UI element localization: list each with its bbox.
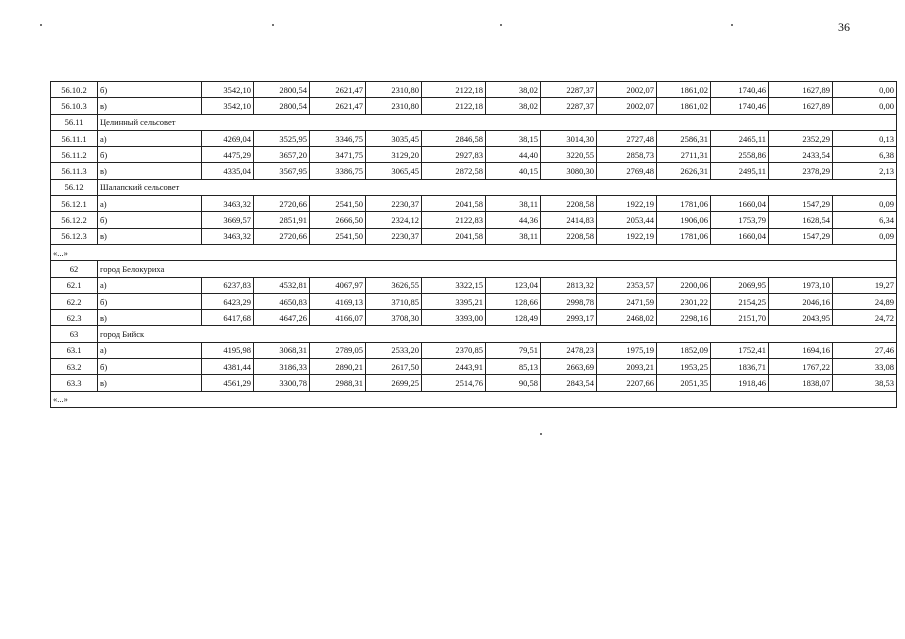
- table-cell-value: 38,02: [486, 82, 541, 98]
- table-cell-value: 3710,85: [366, 293, 422, 309]
- section-title: Шалапский сельсовет: [98, 179, 897, 195]
- table-cell-value: 2043,95: [769, 310, 833, 326]
- table-cell-value: 38,11: [486, 196, 541, 212]
- table-cell-value: 4650,83: [254, 293, 310, 309]
- omission-row: [51, 244, 897, 260]
- table-cell-value: 2122,18: [422, 82, 486, 98]
- row-code: 56.12.3: [51, 228, 98, 244]
- table-cell-value: 1660,04: [711, 228, 769, 244]
- table-row: [51, 163, 897, 179]
- table-row: [51, 228, 897, 244]
- table-cell-value: 1694,16: [769, 342, 833, 358]
- row-variant: в): [98, 163, 202, 179]
- table-row: [51, 359, 897, 375]
- table-cell-value: 2352,29: [769, 130, 833, 146]
- table-cell-value: 2769,48: [597, 163, 657, 179]
- table-cell-value: 19,27: [833, 277, 897, 293]
- row-variant: а): [98, 130, 202, 146]
- table-cell-value: 2800,54: [254, 98, 310, 114]
- table-cell-value: 4335,04: [202, 163, 254, 179]
- table-cell-value: 2617,50: [366, 359, 422, 375]
- table-cell-value: 1753,79: [711, 212, 769, 228]
- table-cell-value: 1628,54: [769, 212, 833, 228]
- table-cell-value: 2154,25: [711, 293, 769, 309]
- section-code: 56.12: [51, 179, 98, 195]
- table-cell-value: 1838,07: [769, 375, 833, 391]
- table-cell-value: 2813,32: [541, 277, 597, 293]
- table-cell-value: 1906,06: [657, 212, 711, 228]
- table-cell-value: 2666,50: [310, 212, 366, 228]
- table-cell-value: 2151,70: [711, 310, 769, 326]
- section-code: 62: [51, 261, 98, 277]
- row-code: 62.1: [51, 277, 98, 293]
- table-cell-value: 2122,83: [422, 212, 486, 228]
- scan-speck: [40, 24, 42, 26]
- table-cell-value: 128,66: [486, 293, 541, 309]
- table-cell-value: 44,36: [486, 212, 541, 228]
- table-cell-value: 2353,57: [597, 277, 657, 293]
- section-title: город Белокуриха: [98, 261, 897, 277]
- row-code: 56.11.3: [51, 163, 98, 179]
- table-cell-value: 1852,09: [657, 342, 711, 358]
- table-cell-value: 1740,46: [711, 82, 769, 98]
- table-cell-value: 2287,37: [541, 98, 597, 114]
- section-row: [51, 261, 897, 277]
- table-cell-value: 2858,73: [597, 147, 657, 163]
- table-cell-value: 2988,31: [310, 375, 366, 391]
- table-cell-value: 1922,19: [597, 228, 657, 244]
- table-row: [51, 342, 897, 358]
- table-cell-value: 3463,32: [202, 196, 254, 212]
- table-cell-value: 2002,07: [597, 98, 657, 114]
- table-cell-value: 3035,45: [366, 130, 422, 146]
- row-variant: в): [98, 375, 202, 391]
- table-cell-value: 3386,75: [310, 163, 366, 179]
- table-cell-value: 128,49: [486, 310, 541, 326]
- table-cell-value: 2541,50: [310, 196, 366, 212]
- table-row: [51, 98, 897, 114]
- table-row: [51, 147, 897, 163]
- row-variant: б): [98, 212, 202, 228]
- scan-speck: [272, 24, 274, 26]
- table-cell-value: 3471,75: [310, 147, 366, 163]
- table-row: [51, 375, 897, 391]
- table-cell-value: 6423,29: [202, 293, 254, 309]
- table-cell-value: 3657,20: [254, 147, 310, 163]
- table-cell-value: 2041,58: [422, 228, 486, 244]
- page-number: 36: [838, 20, 850, 34]
- table-cell-value: 38,15: [486, 130, 541, 146]
- table-cell-value: 3220,55: [541, 147, 597, 163]
- table-cell-value: 2890,21: [310, 359, 366, 375]
- row-code: 63.2: [51, 359, 98, 375]
- section-code: 63: [51, 326, 98, 342]
- table-cell-value: 3525,95: [254, 130, 310, 146]
- table-cell-value: 1752,41: [711, 342, 769, 358]
- table-cell-value: 2208,58: [541, 196, 597, 212]
- table-cell-value: 85,13: [486, 359, 541, 375]
- row-code: 56.10.2: [51, 82, 98, 98]
- table-cell-value: 33,08: [833, 359, 897, 375]
- row-variant: в): [98, 310, 202, 326]
- table-cell-value: 1767,22: [769, 359, 833, 375]
- table-cell-value: 2851,91: [254, 212, 310, 228]
- tariff-table: [50, 81, 897, 408]
- table-cell-value: 2230,37: [366, 196, 422, 212]
- table-cell-value: 2298,16: [657, 310, 711, 326]
- row-code: 56.11.1: [51, 130, 98, 146]
- table-cell-value: 2998,78: [541, 293, 597, 309]
- table-cell-value: 0,09: [833, 228, 897, 244]
- table-cell-value: 2208,58: [541, 228, 597, 244]
- table-cell-value: 2443,91: [422, 359, 486, 375]
- table-cell-value: 2514,76: [422, 375, 486, 391]
- row-variant: а): [98, 277, 202, 293]
- table-cell-value: 2711,31: [657, 147, 711, 163]
- table-cell-value: 3395,21: [422, 293, 486, 309]
- table-cell-value: 2621,47: [310, 98, 366, 114]
- table-cell-value: 2310,80: [366, 98, 422, 114]
- section-code: 56.11: [51, 114, 98, 130]
- section-title: город Бийск: [98, 326, 897, 342]
- table-cell-value: 2558,86: [711, 147, 769, 163]
- table-cell-value: 2495,11: [711, 163, 769, 179]
- row-code: 62.2: [51, 293, 98, 309]
- table-cell-value: 2378,29: [769, 163, 833, 179]
- table-cell-value: 40,15: [486, 163, 541, 179]
- table-row: [51, 196, 897, 212]
- table-row: [51, 82, 897, 98]
- table-cell-value: 2310,80: [366, 82, 422, 98]
- table-cell-value: 2433,54: [769, 147, 833, 163]
- table-body: [51, 82, 897, 408]
- table-cell-value: 0,00: [833, 98, 897, 114]
- row-code: 62.3: [51, 310, 98, 326]
- section-row: [51, 179, 897, 195]
- table-cell-value: 0,09: [833, 196, 897, 212]
- table-cell-value: 2720,66: [254, 228, 310, 244]
- table-row: [51, 277, 897, 293]
- table-cell-value: 3129,20: [366, 147, 422, 163]
- table-cell-value: 2621,47: [310, 82, 366, 98]
- table-cell-value: 2586,31: [657, 130, 711, 146]
- table-cell-value: 27,46: [833, 342, 897, 358]
- table-cell-value: 2843,54: [541, 375, 597, 391]
- table-cell-value: 4195,98: [202, 342, 254, 358]
- row-code: 56.11.2: [51, 147, 98, 163]
- table-cell-value: 2533,20: [366, 342, 422, 358]
- table-row: [51, 130, 897, 146]
- table-cell-value: 4647,26: [254, 310, 310, 326]
- table-cell-value: 44,40: [486, 147, 541, 163]
- table-cell-value: 2800,54: [254, 82, 310, 98]
- table-cell-value: 1547,29: [769, 228, 833, 244]
- omission-marker: «...»: [51, 391, 897, 407]
- table-cell-value: 4269,04: [202, 130, 254, 146]
- table-cell-value: 3014,30: [541, 130, 597, 146]
- table-cell-value: 2727,48: [597, 130, 657, 146]
- section-row: [51, 114, 897, 130]
- table-cell-value: 2927,83: [422, 147, 486, 163]
- table-cell-value: 38,53: [833, 375, 897, 391]
- table-cell-value: 3322,15: [422, 277, 486, 293]
- omission-row: [51, 391, 897, 407]
- table-cell-value: 1781,06: [657, 196, 711, 212]
- table-cell-value: 3346,75: [310, 130, 366, 146]
- table-cell-value: 2626,31: [657, 163, 711, 179]
- row-variant: а): [98, 196, 202, 212]
- table-cell-value: 4381,44: [202, 359, 254, 375]
- table-cell-value: 3186,33: [254, 359, 310, 375]
- table-cell-value: 1627,89: [769, 82, 833, 98]
- table-cell-value: 4166,07: [310, 310, 366, 326]
- table-cell-value: 2,13: [833, 163, 897, 179]
- row-variant: б): [98, 359, 202, 375]
- section-row: [51, 326, 897, 342]
- table-cell-value: 2230,37: [366, 228, 422, 244]
- table-cell-value: 38,11: [486, 228, 541, 244]
- table-cell-value: 123,04: [486, 277, 541, 293]
- table-cell-value: 1918,46: [711, 375, 769, 391]
- table-cell-value: 2789,05: [310, 342, 366, 358]
- table-cell-value: 79,51: [486, 342, 541, 358]
- table-cell-value: 2046,16: [769, 293, 833, 309]
- row-variant: в): [98, 98, 202, 114]
- row-code: 56.12.2: [51, 212, 98, 228]
- table-cell-value: 4169,13: [310, 293, 366, 309]
- table-cell-value: 1627,89: [769, 98, 833, 114]
- row-variant: а): [98, 342, 202, 358]
- table-cell-value: 3567,95: [254, 163, 310, 179]
- table-cell-value: 4067,97: [310, 277, 366, 293]
- table-cell-value: 6,34: [833, 212, 897, 228]
- table-cell-value: 3463,32: [202, 228, 254, 244]
- table-cell-value: 2093,21: [597, 359, 657, 375]
- table-cell-value: 2478,23: [541, 342, 597, 358]
- table-cell-value: 3626,55: [366, 277, 422, 293]
- table-cell-value: 3542,10: [202, 82, 254, 98]
- table-cell-value: 3065,45: [366, 163, 422, 179]
- table-cell-value: 2471,59: [597, 293, 657, 309]
- section-title: Целинный сельсовет: [98, 114, 897, 130]
- table-cell-value: 90,58: [486, 375, 541, 391]
- table-cell-value: 2465,11: [711, 130, 769, 146]
- table-cell-value: 2041,58: [422, 196, 486, 212]
- table-cell-value: 1740,46: [711, 98, 769, 114]
- table-cell-value: 2207,66: [597, 375, 657, 391]
- table-cell-value: 3708,30: [366, 310, 422, 326]
- table-cell-value: 6417,68: [202, 310, 254, 326]
- table-cell-value: 0,13: [833, 130, 897, 146]
- table-cell-value: 4561,29: [202, 375, 254, 391]
- table-cell-value: 1660,04: [711, 196, 769, 212]
- table-cell-value: 2002,07: [597, 82, 657, 98]
- scan-speck: [540, 433, 542, 435]
- table-cell-value: 2053,44: [597, 212, 657, 228]
- table-cell-value: 2200,06: [657, 277, 711, 293]
- omission-marker: «...»: [51, 244, 897, 260]
- table-cell-value: 2872,58: [422, 163, 486, 179]
- table-cell-value: 0,00: [833, 82, 897, 98]
- row-variant: в): [98, 228, 202, 244]
- table-row: [51, 293, 897, 309]
- row-variant: б): [98, 147, 202, 163]
- table-cell-value: 3669,57: [202, 212, 254, 228]
- table-cell-value: 4532,81: [254, 277, 310, 293]
- table-cell-value: 2324,12: [366, 212, 422, 228]
- table-cell-value: 2663,69: [541, 359, 597, 375]
- table-cell-value: 2846,58: [422, 130, 486, 146]
- table-cell-value: 1781,06: [657, 228, 711, 244]
- table-cell-value: 1861,02: [657, 98, 711, 114]
- table-cell-value: 3080,30: [541, 163, 597, 179]
- table-cell-value: 2069,95: [711, 277, 769, 293]
- table-cell-value: 3300,78: [254, 375, 310, 391]
- table-cell-value: 6237,83: [202, 277, 254, 293]
- row-code: 56.10.3: [51, 98, 98, 114]
- table-cell-value: 1975,19: [597, 342, 657, 358]
- table-cell-value: 24,89: [833, 293, 897, 309]
- table-cell-value: 1836,71: [711, 359, 769, 375]
- table-cell-value: 1861,02: [657, 82, 711, 98]
- table-cell-value: 1973,10: [769, 277, 833, 293]
- table-cell-value: 2468,02: [597, 310, 657, 326]
- table-cell-value: 2720,66: [254, 196, 310, 212]
- scan-speck: [731, 24, 733, 26]
- table-cell-value: 2699,25: [366, 375, 422, 391]
- table-cell-value: 2541,50: [310, 228, 366, 244]
- table-row: [51, 310, 897, 326]
- table-cell-value: 2287,37: [541, 82, 597, 98]
- table-cell-value: 2414,83: [541, 212, 597, 228]
- table-cell-value: 1922,19: [597, 196, 657, 212]
- table-cell-value: 2122,18: [422, 98, 486, 114]
- table-cell-value: 3068,31: [254, 342, 310, 358]
- row-code: 56.12.1: [51, 196, 98, 212]
- table-cell-value: 3542,10: [202, 98, 254, 114]
- row-code: 63.1: [51, 342, 98, 358]
- table-cell-value: 2051,35: [657, 375, 711, 391]
- row-variant: б): [98, 82, 202, 98]
- table-cell-value: 3393,00: [422, 310, 486, 326]
- table-cell-value: 2370,85: [422, 342, 486, 358]
- table-cell-value: 1547,29: [769, 196, 833, 212]
- table-cell-value: 24,72: [833, 310, 897, 326]
- table-cell-value: 38,02: [486, 98, 541, 114]
- table-cell-value: 1953,25: [657, 359, 711, 375]
- row-code: 63.3: [51, 375, 98, 391]
- table-cell-value: 2301,22: [657, 293, 711, 309]
- scan-speck: [500, 24, 502, 26]
- table-cell-value: 4475,29: [202, 147, 254, 163]
- table-cell-value: 6,38: [833, 147, 897, 163]
- table-cell-value: 2993,17: [541, 310, 597, 326]
- row-variant: б): [98, 293, 202, 309]
- table-row: [51, 212, 897, 228]
